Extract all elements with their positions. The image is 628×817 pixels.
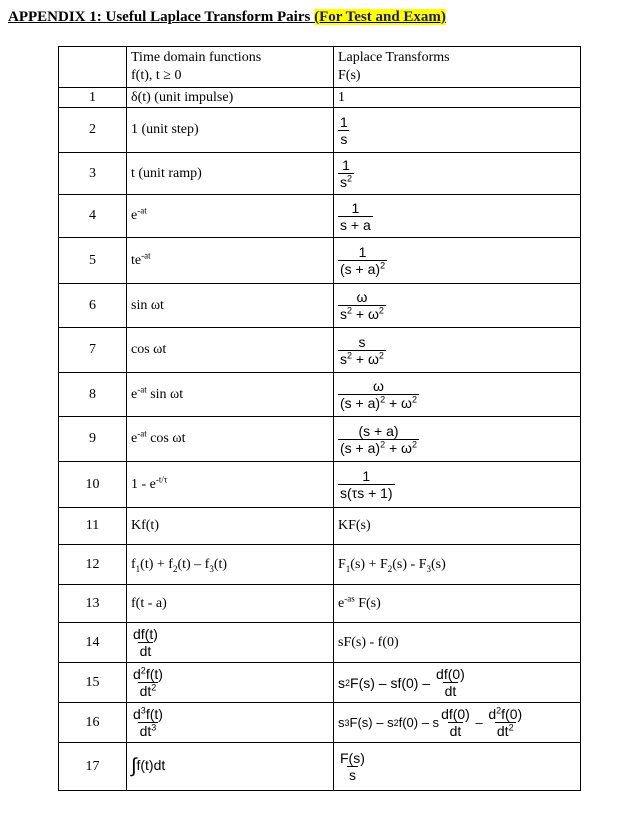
table-row: 13 f(t - a) $e^{-as}$ F(s) (59, 585, 581, 623)
table-row: 12 $f_1(t) + f_2(t) - f_3(t)$ $F_1(s) + F_2(s) - F_3(s)$ (59, 545, 581, 585)
time-func: cos ωt (127, 328, 334, 373)
table-row: 7 cos ωt $\frac{s}{s^2 + \omega^2}$ (59, 328, 581, 373)
table-row: 5 $te^{-at}$ $\frac{1}{(s + a)^2}$ (59, 238, 581, 284)
header-blank (59, 47, 127, 88)
title-highlight: (For Test and Exam) (314, 9, 446, 25)
laplace-func: $\frac{\omega}{s^2 + \omega^2}$ (334, 284, 581, 328)
laplace-func: s 3 F(s) – s 2 f(0) – s $\frac{df(0)}{dt}$ – $\frac{d^2f(0)}{dt^2}$ (334, 703, 581, 743)
time-func: 1 (unit step) (127, 108, 334, 153)
laplace-func: $\frac{(s + a)}{(s + a)^2 + \omega^2}$ (334, 417, 581, 462)
time-func: $\frac{d^2f(t)}{dt^2}$ (127, 663, 334, 703)
time-func: t (unit ramp) (127, 153, 334, 195)
time-func: $e^{-at}$ sin ωt (127, 373, 334, 417)
time-func: $\frac{d^3f(t)}{dt^3}$ (127, 703, 334, 743)
laplace-func: 1 (334, 88, 581, 108)
time-func: $te^{-at}$ (127, 238, 334, 284)
laplace-func: $\frac{1}{s}$ (334, 108, 581, 153)
table-row: 17 ∫f(t)dt $\frac{F(s)}{s}$ (59, 743, 581, 791)
time-func: $\frac{df(t)}{dt}$ (127, 623, 334, 663)
laplace-func: $\frac{1}{(s + a)^2}$ (334, 238, 581, 284)
laplace-table (58, 46, 581, 791)
page-title: APPENDIX 1: Useful Laplace Transform Pairs (For Test and Exam) (8, 9, 446, 25)
table-row: 6 sin ωt $\frac{\omega}{s^2 + \omega^2}$ (59, 284, 581, 328)
time-func: $e^{-at}$ cos ωt (127, 417, 334, 462)
laplace-func: $\frac{\omega}{(s + a)^2 + \omega^2}$ (334, 373, 581, 417)
time-func: ∫f(t)dt (127, 743, 334, 791)
time-func: sin ωt (127, 284, 334, 328)
table-row: 1 δ(t) (unit impulse) 1 (59, 88, 581, 108)
table-row: 15 $\frac{d^2f(t)}{dt^2}$ s 2 F(s) – sf(0) – $\frac{df(0)}{dt}$ (59, 663, 581, 703)
table-row: 9 $e^{-at}$ cos ωt $\frac{(s + a)}{(s + a)^2 + \omega^2}$ (59, 417, 581, 462)
time-func: $1 - e^{-t/\tau}$ (127, 462, 334, 508)
table-row: 14 $\frac{df(t)}{dt}$ sF(s) - f(0) (59, 623, 581, 663)
laplace-func: s 2 F(s) – sf(0) – $\frac{df(0)}{dt}$ (334, 663, 581, 703)
time-func: Kf(t) (127, 508, 334, 545)
header-laplace: Laplace Transforms F(s) (334, 47, 581, 88)
laplace-func: sF(s) - f(0) (334, 623, 581, 663)
laplace-func: $\frac{1}{s(\tau s + 1)}$ (334, 462, 581, 508)
laplace-func: $e^{-as}$ F(s) (334, 585, 581, 623)
header-time-domain: Time domain functions f(t), t ≥ 0 (127, 47, 334, 88)
laplace-func: $\frac{1}{s + a}$ (334, 195, 581, 238)
time-func: f(t - a) (127, 585, 334, 623)
time-func: $f_1(t) + f_2(t) - f_3(t)$ (127, 545, 334, 585)
laplace-func: KF(s) (334, 508, 581, 545)
time-func: $e^{-at}$ (127, 195, 334, 238)
table-row: 3 t (unit ramp) $\frac{1}{s^2}$ (59, 153, 581, 195)
table-row: 4 $e^{-at}$ $\frac{1}{s + a}$ (59, 195, 581, 238)
table-row: 11 Kf(t) KF(s) (59, 508, 581, 545)
laplace-func: $\frac{s}{s^2 + \omega^2}$ (334, 328, 581, 373)
table-row: 8 $e^{-at}$ sin ωt $\frac{\omega}{(s + a)^2 + \omega^2}$ (59, 373, 581, 417)
table-row: 2 1 (unit step) $\frac{1}{s}$ (59, 108, 581, 153)
time-func: δ(t) (unit impulse) (127, 88, 334, 108)
table-row: 10 $1 - e^{-t/\tau}$ $\frac{1}{s(\tau s + 1)}$ (59, 462, 581, 508)
laplace-func: $\frac{F(s)}{s}$ (334, 743, 581, 791)
laplace-func: $F_1(s) + F_2(s) - F_3(s)$ (334, 545, 581, 585)
table-row: 16 $\frac{d^3f(t)}{dt^3}$ s 3 F(s) – s 2 f(0) – s $\frac{df(0)}{dt}$ – $\frac{d^2f(0)}{dt^2}$ (59, 703, 581, 743)
laplace-func: $\frac{1}{s^2}$ (334, 153, 581, 195)
table-header (59, 47, 581, 88)
